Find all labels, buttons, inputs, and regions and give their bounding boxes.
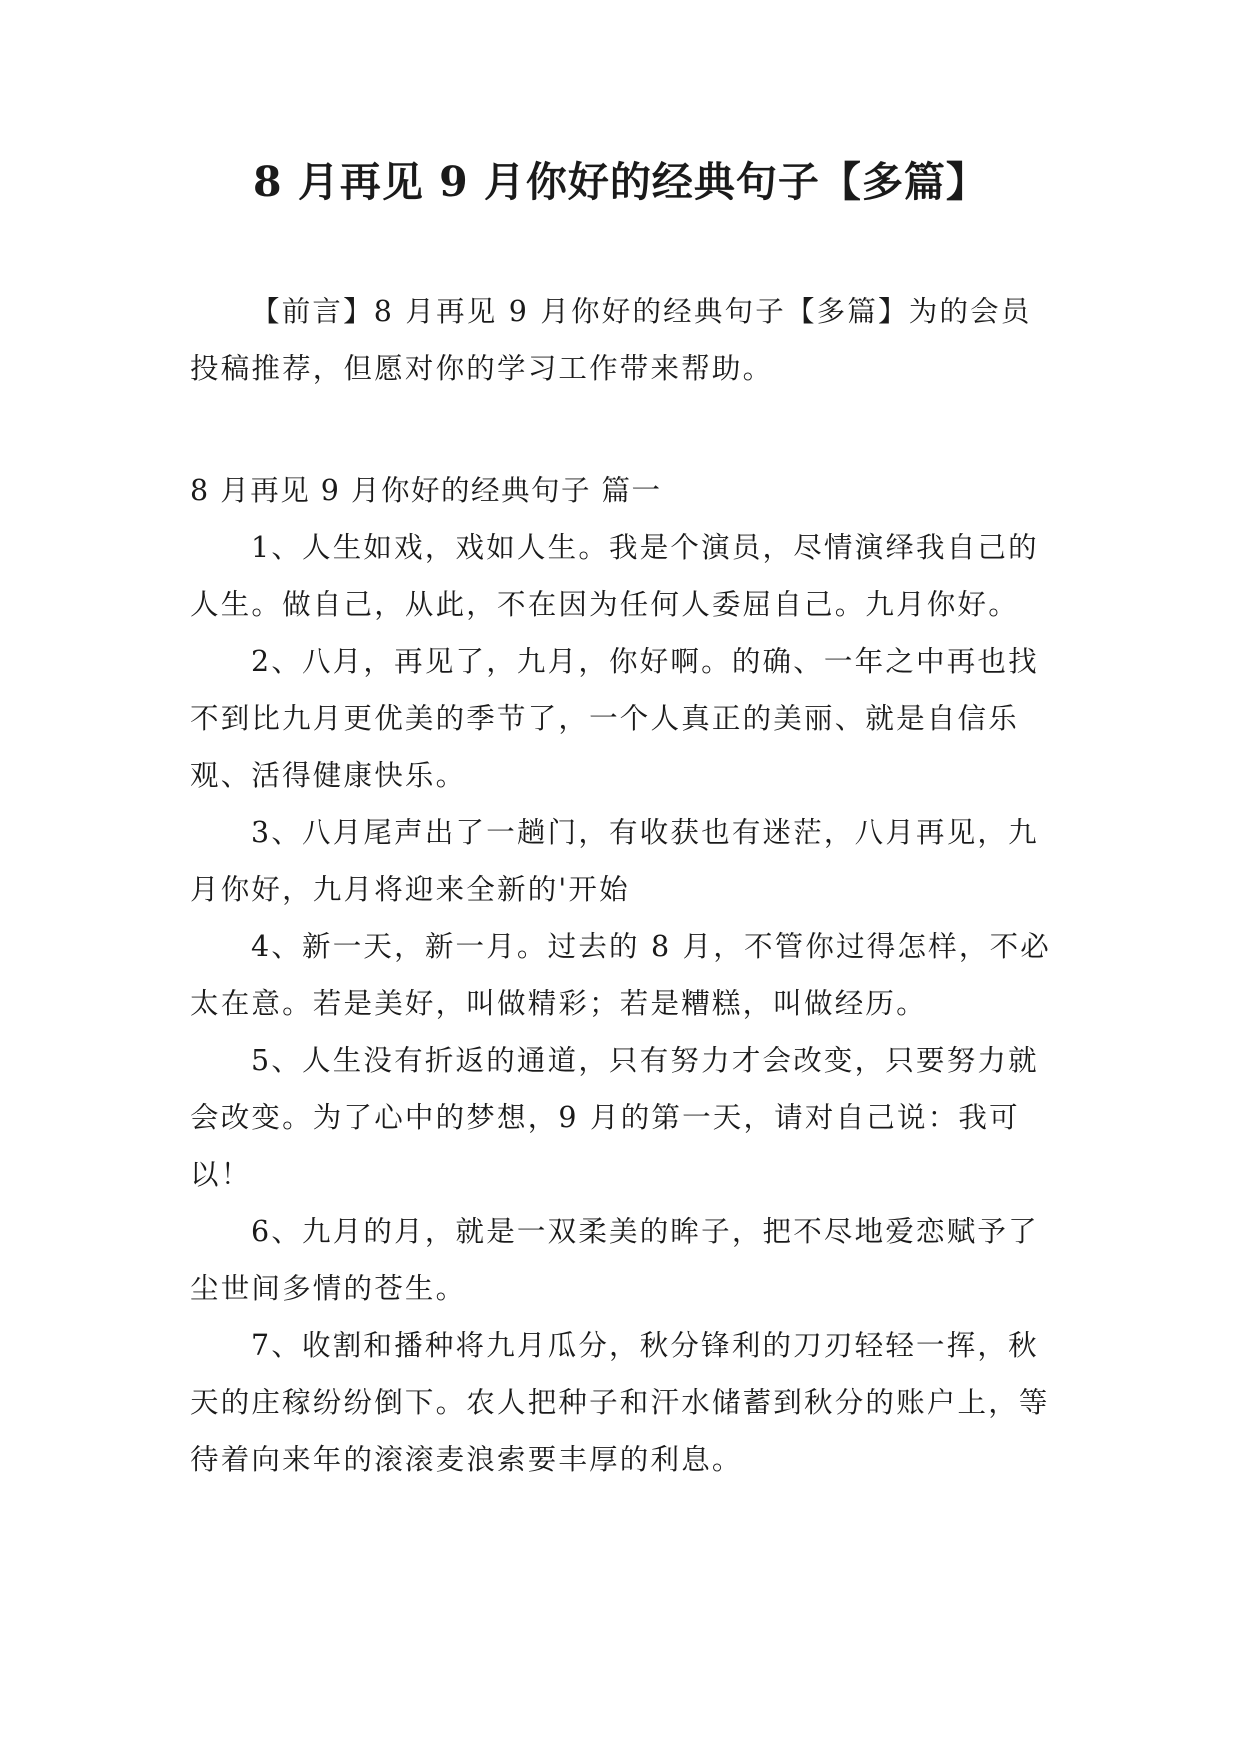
- document-title: 8 月再见 9 月你好的经典句子【多篇】: [253, 158, 988, 206]
- list-item: 6、九月的月，就是一双柔美的眸子，把不尽地爱恋赋予了尘世间多情的苍生。: [190, 1215, 1039, 1305]
- section-heading: 8 月再见 9 月你好的经典句子 篇一: [190, 474, 662, 507]
- list-item: 7、收割和播种将九月瓜分，秋分锋利的刀刃轻轻一挥，秋天的庄稼纷纷倒下。农人把种子和汗水储蓄到秋分的账户上，等待着向来年的滚滚麦浪索要丰厚的利息。: [190, 1329, 1050, 1476]
- list-item: 3、八月尾声出了一趟门，有收获也有迷茫，八月再见，九月你好，九月将迎来全新的'开始: [190, 816, 1039, 906]
- list-item: 4、新一天，新一月。过去的 8 月，不管你过得怎样，不必太在意。若是美好，叫做精彩；若是糟糕，叫做经历。: [190, 930, 1051, 1020]
- preface-block: [190, 283, 1060, 397]
- preface-paragraph: 【前言】8 月再见 9 月你好的经典句子【多篇】为的会员投稿推荐，但愿对你的学习工作带来帮助。: [190, 295, 1032, 385]
- list-item: 2、八月，再见了，九月，你好啊。的确、一年之中再也找不到比九月更优美的季节了，一个人真正的美丽、就是自信乐观、活得健康快乐。: [190, 645, 1039, 792]
- sentence-list: [190, 519, 1060, 1488]
- list-item: 5、人生没有折返的通道，只有努力才会改变，只要努力就会改变。为了心中的梦想，9 月的第一天，请对自己说：我可以！: [190, 1044, 1039, 1191]
- list-item: 1、人生如戏，戏如人生。我是个演员，尽情演绎我自己的人生。做自己，从此，不在因为任何人委屈自己。九月你好。: [190, 531, 1039, 621]
